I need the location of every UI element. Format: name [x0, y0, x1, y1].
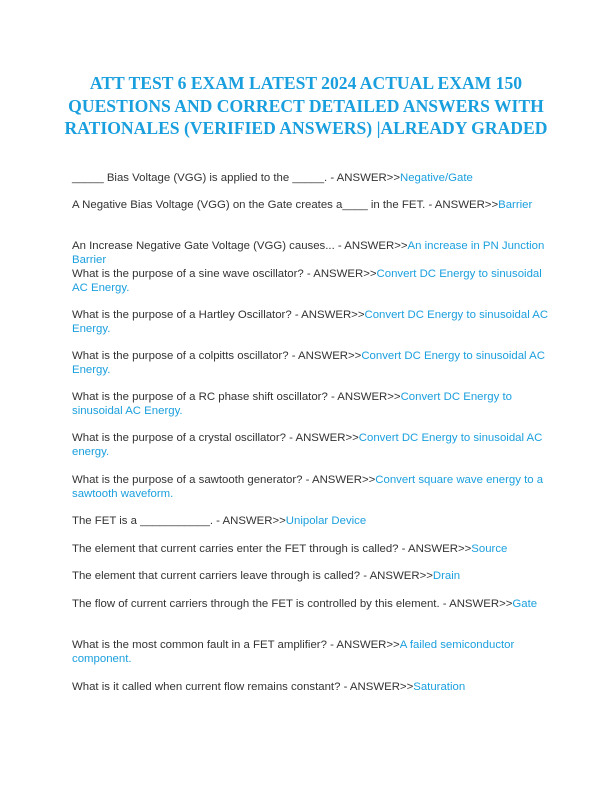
qa-item [72, 268, 550, 296]
qa-item [72, 240, 550, 268]
question-text: _____ Bias Voltage (VGG) is applied to the _____. - ANSWER>> [72, 172, 400, 184]
question-text: What is the purpose of a sawtooth generator? - ANSWER>> [72, 474, 376, 486]
question-text: An Increase Negative Gate Voltage (VGG) causes... - ANSWER>> [72, 240, 408, 252]
answer-text: Source [471, 543, 508, 555]
answer-text: Convert square wave energy to a sawtooth waveform. [72, 474, 544, 500]
question-text: What is the purpose of a Hartley Oscillator? - ANSWER>> [72, 309, 365, 321]
question-text: What is the purpose of a colpitts oscillator? - ANSWER>> [72, 350, 362, 362]
answer-text: Unipolar Device [285, 515, 367, 527]
answer-text: Drain [432, 570, 461, 582]
qa-item [72, 515, 550, 529]
question-text: The element that current carries enter the FET through is called? - ANSWER>> [72, 543, 472, 555]
answer-text: Convert DC Energy to sinusoidal AC Energy. [72, 391, 512, 417]
qa-item [72, 598, 550, 612]
answer-text: Gate [512, 598, 538, 610]
question-text: What is the purpose of a sine wave oscillator? - ANSWER>> [72, 268, 377, 280]
question-text: What is it called when current flow remains constant? - ANSWER>> [72, 681, 414, 693]
answer-text: A failed semiconductor component. [72, 639, 515, 665]
question-text: The element that current carriers leave through is called? - ANSWER>> [72, 570, 433, 582]
qa-item [72, 199, 550, 213]
qa-item [72, 391, 550, 419]
qa-item [72, 681, 550, 695]
qa-item [72, 172, 550, 186]
question-text: The FET is a ___________. - ANSWER>> [72, 515, 286, 527]
question-text: What is the purpose of a crystal oscillator? - ANSWER>> [72, 432, 359, 444]
qa-item [72, 570, 550, 584]
answer-text: Convert DC Energy to sinusoidal AC energy. [72, 432, 543, 458]
answer-text: Convert DC Energy to sinusoidal AC Energy. [72, 268, 542, 294]
document-title: ATT TEST 6 EXAM LATEST 2024 ACTUAL EXAM 150 QUESTIONS AND CORRECT DETAILED ANSWERS WITH RATIONALES (VERIFIED ANSWERS) |ALREADY GRADED [64, 73, 548, 138]
qa-item [72, 543, 550, 557]
qa-item [72, 474, 550, 502]
answer-text: Negative/Gate [400, 172, 473, 184]
answer-text: An increase in PN Junction Barrier [72, 240, 545, 266]
answer-text: Saturation [413, 681, 466, 693]
question-text: What is the most common fault in a FET amplifier? - ANSWER>> [72, 639, 400, 651]
answer-text: Barrier [498, 199, 533, 211]
answer-text: Convert DC Energy to sinusoidal AC Energy. [72, 350, 545, 376]
answer-text: Convert DC Energy to sinusoidal AC Energy. [72, 309, 549, 335]
qa-item [72, 309, 550, 337]
question-text: What is the purpose of a RC phase shift oscillator? - ANSWER>> [72, 391, 401, 403]
qa-item [72, 639, 550, 667]
qa-item [72, 350, 550, 378]
question-text: The flow of current carriers through the FET is controlled by this element. - ANSWER>> [72, 598, 513, 610]
qa-item [72, 432, 550, 460]
question-text: A Negative Bias Voltage (VGG) on the Gate creates a____ in the FET. - ANSWER>> [72, 199, 499, 211]
